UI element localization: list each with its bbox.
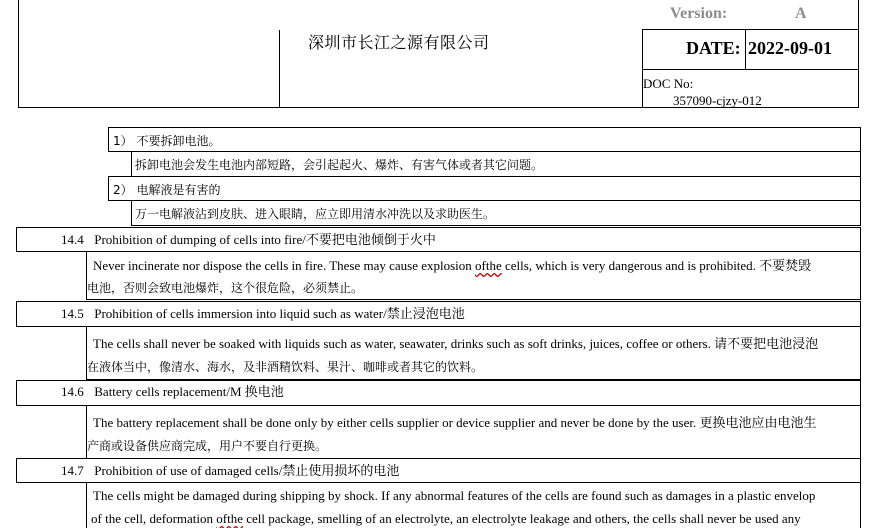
section-body-text: cell package, smelling of an electrolyte, an electrolyte leakage and others, the cells shall never be used any bbox=[242, 511, 801, 526]
section-number: 14.6 bbox=[61, 384, 84, 399]
section-heading bbox=[16, 380, 861, 406]
list-item-detail-text: 万一电解液沾到皮肤、进入眼睛，应立即用清水冲洗以及求助医生。 bbox=[135, 207, 496, 221]
page-right-border bbox=[858, 0, 859, 108]
section-heading bbox=[16, 301, 861, 327]
version-value: A bbox=[795, 5, 807, 22]
section-body bbox=[86, 326, 861, 380]
company-name: 深圳市长江之源有限公司 bbox=[308, 33, 490, 52]
list-item-label: 2） 电解液是有害的 bbox=[113, 183, 221, 197]
section-heading bbox=[16, 227, 861, 252]
spelling-flag: ofthe bbox=[216, 511, 243, 526]
section-body-text: 产商或设备供应商完成，用户不要自行更换。 bbox=[87, 439, 328, 453]
section-title: Prohibition of cells immersion into liquid such as water/禁止浸泡电池 bbox=[94, 306, 465, 321]
list-item-detail-text: 拆卸电池会发生电池内部短路，会引起起火、爆炸、有害气体或者其它问题。 bbox=[135, 158, 544, 172]
section-number: 14.7 bbox=[61, 463, 84, 478]
section-heading bbox=[16, 458, 861, 483]
doc-number-label: DOC No: bbox=[643, 76, 694, 91]
date-divider bbox=[745, 30, 746, 70]
section-number: 14.5 bbox=[61, 306, 84, 321]
section-title: Prohibition of use of damaged cells/禁止使用损坏的电池 bbox=[94, 463, 400, 478]
list-item bbox=[108, 127, 861, 152]
section-title: Prohibition of dumping of cells into fire/不要把电池倾倒于火中 bbox=[94, 232, 436, 247]
date-bottom-rule bbox=[642, 69, 859, 70]
section-body-text: 在液体当中，像清水、海水，及非酒精饮料、果汁、咖啡或者其它的饮料。 bbox=[87, 360, 484, 374]
page-left-border bbox=[18, 0, 19, 108]
section-body-text: Never incinerate nor dispose the cells in fire. These may cause explosion bbox=[93, 258, 476, 273]
list-item-detail bbox=[131, 151, 861, 177]
section-body-text: The battery replacement shall be done only by either cells supplier or device supplier and never be done by the user. 更换电池应由电池生 bbox=[93, 415, 817, 430]
date-value: 2022-09-01 bbox=[748, 38, 832, 58]
version-label: Version: bbox=[670, 5, 728, 22]
section-body-text: cells, which is very dangerous and is prohibited. 不要焚毁 bbox=[501, 258, 812, 273]
list-item-label: 1） 不要拆卸电池。 bbox=[113, 134, 221, 148]
list-item-detail bbox=[131, 200, 861, 226]
section-body bbox=[86, 482, 861, 528]
date-label: DATE: bbox=[686, 38, 741, 58]
spelling-flag: ofthe bbox=[475, 258, 502, 273]
doc-number-value: 357090-cjzy-012 bbox=[673, 93, 762, 108]
date-top-rule bbox=[642, 29, 859, 30]
section-title: Battery cells replacement/M 换电池 bbox=[94, 384, 284, 399]
header-divider-left bbox=[279, 30, 280, 108]
section-body bbox=[86, 251, 861, 300]
list-item bbox=[108, 176, 861, 201]
section-body-text: The cells might be damaged during shipping by shock. If any abnormal features of the cells are found such as damages in a plastic envelop bbox=[93, 488, 816, 503]
section-number: 14.4 bbox=[61, 232, 84, 247]
section-body bbox=[86, 405, 861, 459]
section-body-text: The cells shall never be soaked with liquids such as water, seawater, drinks such as soft drinks, juices, coffee or others. 请不要把电池浸泡 bbox=[93, 336, 819, 351]
section-body-text: 电池，否则会致电池爆炸，这个很危险，必须禁止。 bbox=[87, 281, 364, 295]
section-body-text: of the cell, deformation bbox=[91, 511, 217, 526]
